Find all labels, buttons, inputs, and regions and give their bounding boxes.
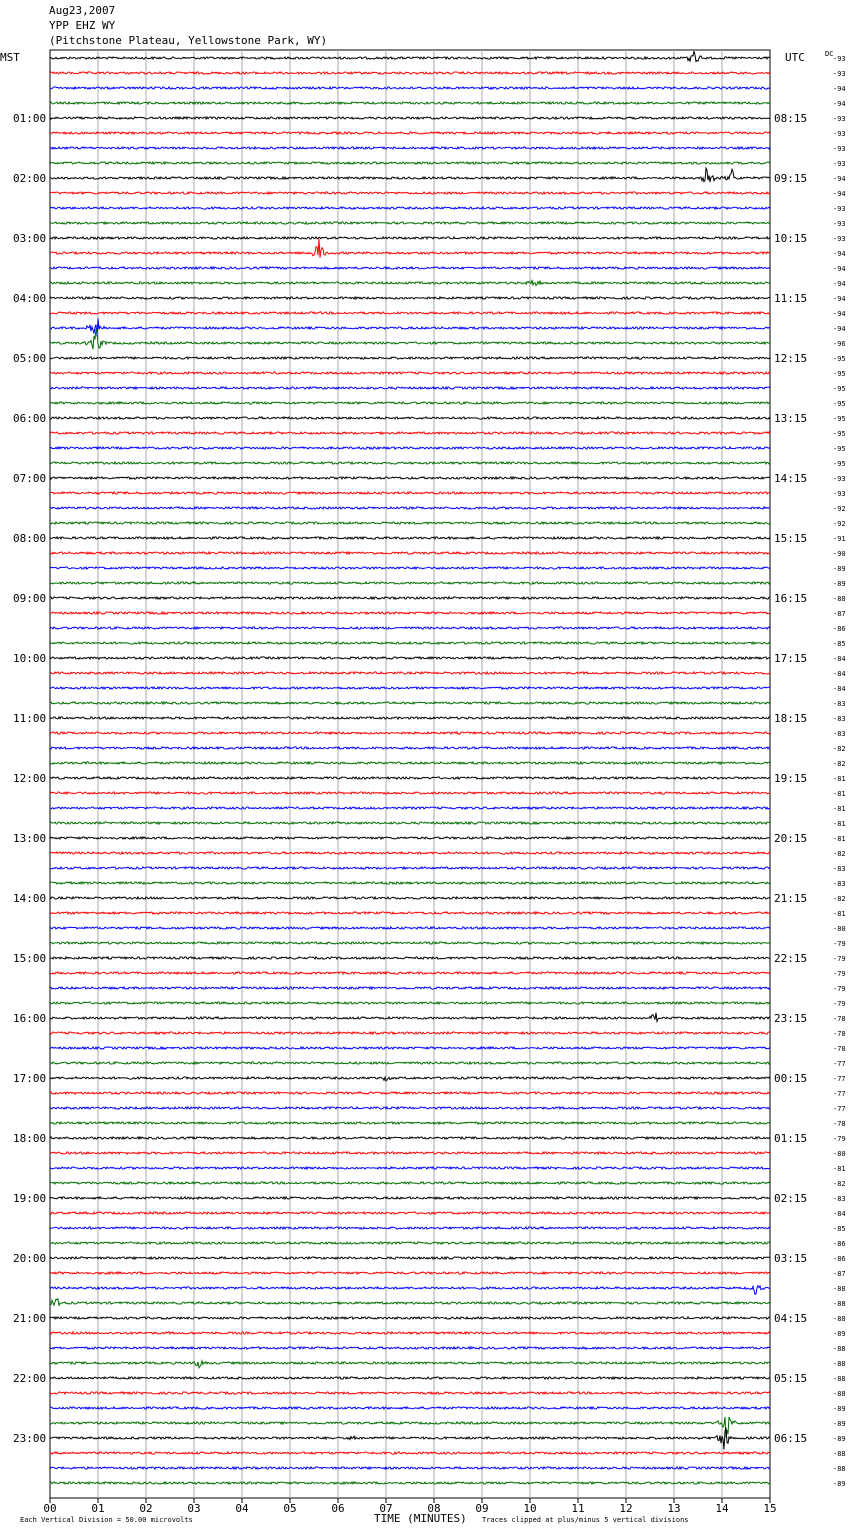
dc-offset-value: -86 (833, 1240, 846, 1248)
dc-offset-value: -77 (833, 1105, 846, 1113)
dc-offset-value: -83 (833, 865, 846, 873)
x-tick-label: 12 (619, 1502, 633, 1515)
trace-row-42 (50, 687, 770, 689)
utc-hour-label: 11:15 (774, 292, 808, 305)
x-tick-label: 09 (475, 1502, 489, 1515)
trace-row-68 (50, 1077, 770, 1081)
dc-offset-value: -82 (833, 850, 846, 858)
trace-row-64 (50, 1013, 770, 1022)
trace-row-34 (50, 567, 770, 569)
dc-offset-value: -86 (833, 1255, 846, 1263)
dc-offset-value: -79 (833, 940, 846, 948)
utc-hour-label: 21:15 (774, 892, 808, 905)
utc-hour-label: 23:15 (774, 1012, 808, 1025)
trace-row-40 (50, 657, 770, 659)
utc-hour-label: 18:15 (774, 712, 808, 725)
mst-hour-label: 16:00 (13, 1012, 47, 1025)
utc-hour-label: 20:15 (774, 832, 808, 845)
dc-offset-value: -90 (833, 550, 846, 558)
trace-row-3 (50, 102, 770, 104)
axis-labels (13, 55, 846, 1515)
mst-hour-label: 23:00 (13, 1432, 47, 1445)
utc-hour-label: 16:15 (774, 592, 808, 605)
x-tick-label: 03 (187, 1502, 201, 1515)
trace-row-19 (50, 329, 770, 349)
mst-hour-label: 17:00 (13, 1072, 47, 1085)
dc-offset-value: -96 (833, 340, 846, 348)
utc-hour-label: 17:15 (774, 652, 808, 665)
x-tick-label: 15 (763, 1502, 777, 1515)
trace-row-37 (50, 612, 770, 614)
dc-offset-value: -84 (833, 685, 846, 693)
trace-row-54 (50, 867, 770, 869)
trace-row-28 (50, 477, 770, 479)
trace-row-10 (50, 207, 770, 209)
trace-row-1 (50, 72, 770, 74)
mst-hour-label: 15:00 (13, 952, 47, 965)
trace-row-7 (50, 162, 770, 164)
trace-row-46 (50, 747, 770, 749)
dc-offset-value: -92 (833, 520, 846, 528)
trace-row-77 (50, 1212, 770, 1214)
dc-offset-value: -89 (833, 580, 846, 588)
trace-row-49 (50, 792, 770, 794)
utc-hour-label: 05:15 (774, 1372, 808, 1385)
trace-row-39 (50, 642, 770, 644)
dc-offset-value: -94 (833, 280, 846, 288)
trace-row-17 (50, 312, 770, 314)
x-tick-label: 13 (667, 1502, 681, 1515)
dc-offset-value: -93 (833, 160, 846, 168)
dc-offset-value: -91 (833, 535, 846, 543)
mst-hour-label: 10:00 (13, 652, 47, 665)
dc-offset-value: -93 (833, 475, 846, 483)
dc-offset-value: -80 (833, 925, 846, 933)
trace-row-30 (50, 507, 770, 509)
x-tick-label: 04 (235, 1502, 249, 1515)
dc-offset-value: -93 (833, 130, 846, 138)
dc-offset-value: -78 (833, 1015, 846, 1023)
x-tick-label: 02 (139, 1502, 153, 1515)
x-tick-label: 06 (331, 1502, 345, 1515)
trace-row-71 (50, 1122, 770, 1124)
trace-row-41 (50, 672, 770, 674)
dc-offset-value: -89 (833, 1420, 846, 1428)
utc-hour-label: 10:15 (774, 232, 808, 245)
trace-row-15 (50, 280, 770, 286)
dc-offset-value: -79 (833, 970, 846, 978)
dc-offset-value: -78 (833, 1045, 846, 1053)
x-tick-label: 10 (523, 1502, 537, 1515)
x-tick-label: 05 (283, 1502, 297, 1515)
trace-row-48 (50, 777, 770, 779)
utc-hour-label: 12:15 (774, 352, 808, 365)
dc-offset-value: -95 (833, 370, 846, 378)
mst-hour-label: 04:00 (13, 292, 47, 305)
trace-row-62 (50, 987, 770, 989)
trace-row-31 (50, 522, 770, 524)
dc-offset-value: -88 (833, 1285, 846, 1293)
trace-row-85 (50, 1332, 770, 1334)
x-tick-label: 00 (43, 1502, 57, 1515)
dc-offset-value: -77 (833, 1060, 846, 1068)
station-location: (Pitchstone Plateau, Yellowstone Park, WY) (49, 34, 328, 47)
mst-hour-label: 06:00 (13, 412, 47, 425)
trace-row-14 (50, 267, 770, 269)
trace-row-35 (50, 582, 770, 584)
dc-offset-value: -85 (833, 1225, 846, 1233)
trace-row-63 (50, 1002, 770, 1004)
dc-offset-value: -95 (833, 415, 846, 423)
trace-row-70 (50, 1107, 770, 1109)
dc-offset-value: -93 (833, 235, 846, 243)
x-tick-label: 14 (715, 1502, 729, 1515)
dc-offset-value: -88 (833, 1345, 846, 1353)
plot-date: Aug23,2007 (49, 4, 116, 17)
trace-row-60 (50, 957, 770, 959)
utc-hour-label: 00:15 (774, 1072, 808, 1085)
dc-offset-value: -95 (833, 400, 846, 408)
trace-row-16 (50, 297, 770, 299)
trace-row-92 (50, 1428, 770, 1450)
mst-hour-label: 09:00 (13, 592, 47, 605)
dc-offset-value: -81 (833, 820, 846, 828)
x-tick-label: 11 (571, 1502, 585, 1515)
dc-offset-value: -94 (833, 265, 846, 273)
trace-row-58 (50, 927, 770, 929)
mst-hour-label: 14:00 (13, 892, 47, 905)
scale-note: Each Vertical Division = 50.00 microvolts (20, 1516, 193, 1524)
dc-offset-value: -94 (833, 250, 846, 258)
utc-hour-label: 22:15 (774, 952, 808, 965)
trace-row-24 (50, 417, 770, 419)
utc-hour-label: 13:15 (774, 412, 808, 425)
trace-row-13 (50, 239, 770, 258)
utc-hour-label: 02:15 (774, 1192, 808, 1205)
trace-row-38 (50, 627, 770, 629)
dc-offset-value: -93 (833, 220, 846, 228)
dc-offset-value: -89 (833, 565, 846, 573)
dc-offset-value: -87 (833, 1270, 846, 1278)
trace-row-27 (50, 462, 770, 464)
utc-hour-label: 15:15 (774, 532, 808, 545)
trace-row-66 (50, 1047, 770, 1049)
mst-hour-label: 12:00 (13, 772, 47, 785)
dc-offset-value: -94 (833, 325, 846, 333)
trace-row-61 (50, 972, 770, 974)
trace-row-43 (50, 702, 770, 704)
dc-offset-value: -83 (833, 880, 846, 888)
trace-row-78 (50, 1227, 770, 1229)
dc-offset-value: -95 (833, 355, 846, 363)
dc-offset-value: -93 (833, 205, 846, 213)
trace-row-80 (50, 1257, 770, 1259)
utc-hour-label: 19:15 (774, 772, 808, 785)
dc-offset-value: -77 (833, 1075, 846, 1083)
dc-offset-value: -83 (833, 700, 846, 708)
utc-hour-label: 04:15 (774, 1312, 808, 1325)
trace-row-5 (50, 132, 770, 134)
trace-row-93 (50, 1452, 770, 1454)
dc-offset-value: -94 (833, 85, 846, 93)
mst-hour-label: 22:00 (13, 1372, 47, 1385)
dc-offset-value: -93 (833, 70, 846, 78)
trace-row-84 (50, 1317, 770, 1319)
trace-row-67 (50, 1062, 770, 1064)
x-tick-label: 01 (91, 1502, 105, 1515)
dc-offset-value: -88 (833, 1300, 846, 1308)
trace-row-50 (50, 807, 770, 809)
trace-row-4 (50, 117, 770, 119)
mst-hour-label: 13:00 (13, 832, 47, 845)
dc-offset-value: -78 (833, 1030, 846, 1038)
dc-offset-value: -83 (833, 715, 846, 723)
dc-offset-value: -83 (833, 730, 846, 738)
dc-offset-value: -77 (833, 1090, 846, 1098)
dc-offset-value: -80 (833, 1150, 846, 1158)
trace-row-0 (50, 51, 770, 62)
trace-row-44 (50, 717, 770, 719)
dc-offset-value: -88 (833, 1375, 846, 1383)
mst-hour-label: 11:00 (13, 712, 47, 725)
dc-offset-value: -89 (833, 1330, 846, 1338)
trace-row-12 (50, 237, 770, 239)
dc-offset-value: -84 (833, 670, 846, 678)
trace-row-59 (50, 942, 770, 944)
trace-row-72 (50, 1137, 770, 1139)
trace-row-47 (50, 762, 770, 764)
dc-offset-value: -94 (833, 295, 846, 303)
trace-row-88 (50, 1377, 770, 1379)
x-tick-label: 07 (379, 1502, 393, 1515)
trace-row-57 (50, 912, 770, 914)
dc-offset-value: -88 (833, 1315, 846, 1323)
dc-offset-value: -88 (833, 1360, 846, 1368)
dc-offset-value: -82 (833, 895, 846, 903)
trace-row-65 (50, 1032, 770, 1034)
dc-offset-value: -79 (833, 985, 846, 993)
dc-offset-value: -94 (833, 310, 846, 318)
trace-row-29 (50, 492, 770, 494)
trace-row-8 (50, 168, 770, 182)
dc-offset-value: -88 (833, 1465, 846, 1473)
dc-offset-value: -81 (833, 910, 846, 918)
dc-offset-value: -94 (833, 100, 846, 108)
trace-row-69 (50, 1092, 770, 1094)
dc-offset-value: -82 (833, 1180, 846, 1188)
dc-offset-value: -83 (833, 1195, 846, 1203)
dc-offset-value: -95 (833, 385, 846, 393)
dc-offset-value: -95 (833, 445, 846, 453)
dc-offset-value: -86 (833, 625, 846, 633)
dc-offset-value: -93 (833, 55, 846, 63)
mst-hour-label: 07:00 (13, 472, 47, 485)
mst-hour-label: 18:00 (13, 1132, 47, 1145)
dc-offset-value: -82 (833, 745, 846, 753)
trace-row-76 (50, 1197, 770, 1199)
station-code: YPP EHZ WY (49, 19, 116, 32)
dc-offset-value: -94 (833, 175, 846, 183)
mst-hour-label: 20:00 (13, 1252, 47, 1265)
mst-hour-label: 03:00 (13, 232, 47, 245)
trace-row-25 (50, 432, 770, 434)
dc-offset-value: -89 (833, 1480, 846, 1488)
trace-row-73 (50, 1152, 770, 1154)
trace-row-81 (50, 1272, 770, 1274)
trace-row-94 (50, 1467, 770, 1469)
trace-row-26 (50, 447, 770, 449)
trace-row-79 (50, 1242, 770, 1244)
trace-row-56 (50, 897, 770, 899)
mst-hour-label: 21:00 (13, 1312, 47, 1325)
trace-row-9 (50, 192, 770, 194)
trace-row-74 (50, 1167, 770, 1169)
dc-offset-value: -89 (833, 1435, 846, 1443)
dc-offset-value: -84 (833, 1210, 846, 1218)
trace-row-2 (50, 87, 770, 89)
trace-row-83 (50, 1299, 770, 1306)
dc-offset-value: -82 (833, 760, 846, 768)
utc-hour-label: 09:15 (774, 172, 808, 185)
trace-row-55 (50, 882, 770, 884)
trace-row-33 (50, 552, 770, 554)
dc-offset-value: -78 (833, 1120, 846, 1128)
trace-row-18 (50, 318, 770, 336)
dc-offset-value: -94 (833, 190, 846, 198)
dc-offset-value: -87 (833, 610, 846, 618)
trace-row-82 (50, 1286, 770, 1295)
clip-note: Traces clipped at plus/minus 5 vertical divisions (482, 1516, 689, 1524)
mst-axis-label: MST (0, 51, 20, 64)
trace-row-89 (50, 1392, 770, 1394)
dc-offset-value: -95 (833, 430, 846, 438)
utc-hour-label: 14:15 (774, 472, 808, 485)
trace-row-86 (50, 1347, 770, 1349)
dc-offset-value: -79 (833, 1000, 846, 1008)
dc-offset-value: -93 (833, 490, 846, 498)
x-tick-label: 08 (427, 1502, 441, 1515)
dc-offset-value: -88 (833, 595, 846, 603)
trace-row-21 (50, 372, 770, 374)
dc-offset-value: -79 (833, 1135, 846, 1143)
dc-offset-value: -93 (833, 115, 846, 123)
dc-offset-value: -81 (833, 1165, 846, 1173)
mst-hour-label: 19:00 (13, 1192, 47, 1205)
dc-offset-value: -84 (833, 655, 846, 663)
dc-offset-value: -81 (833, 790, 846, 798)
x-axis-title: TIME (MINUTES) (374, 1512, 467, 1525)
trace-lines (50, 51, 770, 1484)
dc-offset-value: -88 (833, 1450, 846, 1458)
trace-row-53 (50, 852, 770, 854)
trace-row-51 (50, 822, 770, 824)
trace-row-20 (50, 357, 770, 359)
trace-row-91 (50, 1417, 770, 1438)
mst-hour-label: 02:00 (13, 172, 47, 185)
trace-row-23 (50, 402, 770, 404)
utc-hour-label: 03:15 (774, 1252, 808, 1265)
trace-row-36 (50, 597, 770, 599)
mst-hour-label: 05:00 (13, 352, 47, 365)
trace-row-95 (50, 1482, 770, 1484)
mst-hour-label: 01:00 (13, 112, 47, 125)
dc-offset-value: -79 (833, 955, 846, 963)
dc-offset-value: -81 (833, 775, 846, 783)
trace-row-45 (50, 732, 770, 734)
mst-hour-label: 08:00 (13, 532, 47, 545)
trace-row-75 (50, 1182, 770, 1184)
dc-offset-value: -95 (833, 460, 846, 468)
dc-offset-value: -89 (833, 1405, 846, 1413)
trace-row-6 (50, 147, 770, 149)
trace-row-87 (50, 1361, 770, 1368)
dc-offset-value: -88 (833, 1390, 846, 1398)
trace-row-52 (50, 837, 770, 839)
dc-offset-value: -92 (833, 505, 846, 513)
dc-offset-value: -93 (833, 145, 846, 153)
utc-hour-label: 01:15 (774, 1132, 808, 1145)
dc-offset-value: -81 (833, 835, 846, 843)
utc-hour-label: 06:15 (774, 1432, 808, 1445)
trace-row-32 (50, 537, 770, 539)
dc-offset-header: DC (825, 50, 834, 58)
dc-offset-value: -81 (833, 805, 846, 813)
trace-row-22 (50, 387, 770, 389)
trace-row-90 (50, 1407, 770, 1409)
utc-hour-label: 08:15 (774, 112, 808, 125)
dc-offset-value: -85 (833, 640, 846, 648)
utc-axis-label: UTC (785, 51, 805, 64)
trace-row-11 (50, 222, 770, 224)
